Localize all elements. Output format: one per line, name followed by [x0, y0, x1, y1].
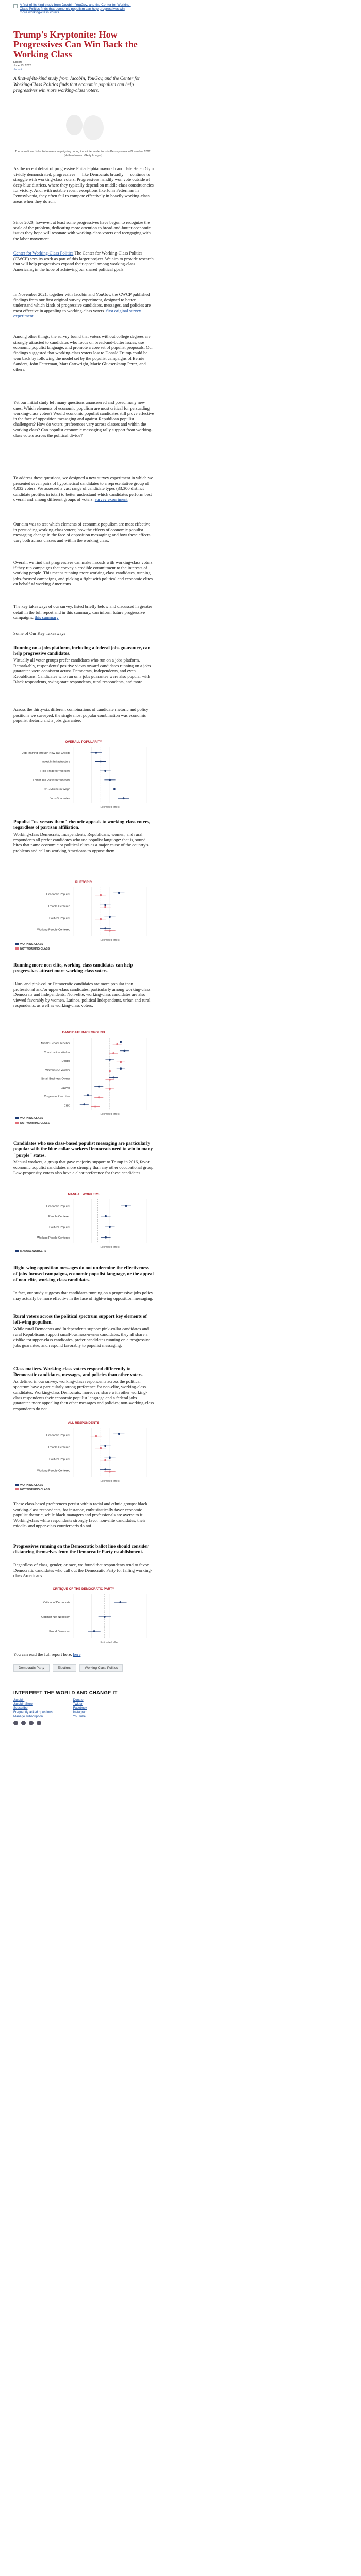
- paragraph: Virtually all voter groups prefer candidates who run on a jobs platform. Remarkably, respondents' positive views toward candidates running on a jobs guarantee were consistent across Democrats, Independents, and even Republicans. Candidates who run on a jobs guarantee were also popular with Black respondents, swing-state respondents, rural respondents, and more.: [13, 657, 151, 685]
- chart-category-label: Jobs Guarantee: [50, 797, 70, 801]
- paragraph: Our aim was to test which elements of economic populism are most effective in persuading working-class voters; how the effects of economic populist messaging change in the face of opposition messaging; and how these effects vary both across classes and within the working class.: [13, 521, 151, 543]
- chart-overall-popularity: [13, 738, 154, 810]
- newsletter-footer: [13, 1686, 158, 1725]
- chart-title: ALL RESPONDENTS: [68, 1421, 100, 1425]
- article-date: June 13, 2023: [13, 64, 31, 67]
- paragraph: Blue- and pink-collar Democratic candidates are more popular than professional and/or upper-class candidates, particularly among working-class Democrats and Independents. Non-elite, working-class candidates are also viewed favorably by women, Latinos, political Independents, urban and rural respondents, as well as working-class voters.: [13, 981, 151, 1008]
- paragraph-text: In November 2021, together with Jacobin and YouGov, the CWCP published findings from our first original survey experiment, designed to better understand which kinds of progressive candidates, messages, and policies are most effective in appealing to working-class voters.: [13, 292, 151, 313]
- chart-title: CANDIDATE BACKGROUND: [62, 1031, 105, 1035]
- chart-point: [120, 1067, 122, 1070]
- chart-x-label: Estimated effect: [100, 1641, 120, 1645]
- hero-caption: Then-candidate John Fetterman campaigning during the midterm elections in Pennsylvania in November 2022. (Nathan Howard/Getty Images): [14, 150, 152, 157]
- chart-point: [109, 1088, 111, 1090]
- chart-point: [104, 1616, 106, 1618]
- chart-legend-label: WORKING CLASS: [20, 1117, 43, 1120]
- article-meta: [13, 61, 31, 72]
- chart-category-label: Hold Trade for Workers: [40, 770, 70, 773]
- youtube-icon[interactable]: [37, 1721, 41, 1725]
- chart-point: [104, 1468, 106, 1470]
- footer-link[interactable]: Facebook: [73, 1706, 87, 1710]
- paragraph: [13, 475, 155, 502]
- paragraph: Working-class Democrats, Independents, Republicans, women, and rural respondents all prefer candidates who use populist language: that is, sound bites that name economic or political elites as a major cause of the country's problems and call on working Americans to oppose them.: [13, 832, 149, 853]
- paragraph: Regardless of class, gender, or race, we found that respondents tend to favor Democratic candidates who call out the Democratic Party for failing working-class Americans.: [13, 1562, 152, 1579]
- chart-x-label: Estimated effect: [100, 939, 120, 942]
- chart-svg: [13, 1028, 154, 1129]
- chart-point: [94, 1106, 96, 1108]
- section-heading: Populist "us-versus-them" rhetoric appeals to working-class voters, regardless of partisan affiliation.: [13, 819, 151, 831]
- article-lede: A first-of-its-kind study from Jacobin, YouGov, and the Center for Working-Class Politics finds that economic populism can help progressives win more working-class voters.: [13, 76, 140, 93]
- chart-point: [109, 1471, 111, 1473]
- facebook-icon[interactable]: [21, 1721, 26, 1725]
- chart-title: RHETORIC: [75, 880, 92, 884]
- chart-point: [100, 918, 102, 920]
- chart-category-label: Lawyer: [60, 1086, 70, 1090]
- footer-link[interactable]: Subscribe: [13, 1706, 28, 1710]
- chart-category-label: People Centered: [48, 905, 70, 908]
- article-title: Trump's Kryptonite: How Progressives Can Win Back the Working Class: [13, 29, 138, 59]
- chart-category-label: Small Business Owner: [41, 1077, 70, 1081]
- chart-title: CRITIQUE OF THE DEMOCRATIC PARTY: [53, 1587, 114, 1591]
- chart-point: [109, 1226, 111, 1228]
- chart-legend-label: NOT WORKING CLASS: [20, 947, 50, 951]
- section-heading: Running more non-elite, working-class candidates can help progressives attract more working-class voters.: [13, 962, 133, 974]
- paragraph-text: To address these questions, we designed a new survey experiment in which we presented seven pairs of hypothetical candidates to a representative group of 4,032 voters. We assessed a vast range of candidate types (33,300 distinct candidate profiles in total) to better understand which candidates perform best overall and among different groups of voters.: [13, 475, 153, 502]
- chart-category-label: Middle School Teacher: [41, 1042, 70, 1045]
- chart-category-label: People Centered: [48, 1446, 70, 1449]
- cwcp-link[interactable]: Center for Working-Class Politics: [13, 250, 74, 256]
- section-heading: Right-wing opposition messages do not undermine the effectiveness of jobs-focused campaigns, economic populist language, or the appeal of non-elite, working-class candidates.: [13, 1265, 154, 1282]
- hero-image: [13, 105, 153, 148]
- chart-legend-swatch: [15, 1117, 19, 1119]
- paragraph: As the recent defeat of progressive Philadelphia mayoral candidate Helen Gym vividly demonstrated, progressives — like Democrats broadly — continue to struggle with working-class voters. Progressives handily won vote outside of deep-blue districts, where they typically depend on middle-class constituencies for victory. And, with notable recent exceptions like John Fetterman in Pennsylvania, they often fail to compete effectively in heavily working-class areas when they do run.: [13, 166, 154, 204]
- chart-category-label: $15 Minimum Wage: [44, 788, 70, 791]
- chart-point: [116, 1043, 118, 1045]
- paragraph: These class-based preferences persist within racial and ethnic groups: black working-class respondents, for instance, enthusiastically favor economic populist rhetoric, while black managers and professionals are averse to it. Working-class white respondents strongly favor non-elite candidates; their middle- and upper-class counterparts do not.: [13, 1501, 147, 1529]
- chart-point: [113, 788, 116, 790]
- chart-point: [105, 1215, 107, 1217]
- chart-legend-swatch: [15, 1250, 19, 1252]
- tag-list: [13, 1664, 158, 1672]
- chart-category-label: Political Populist: [49, 1226, 70, 1229]
- twitter-icon[interactable]: [13, 1721, 18, 1725]
- chart-point: [104, 927, 106, 929]
- paragraph: Overall, we find that progressives can make inroads with working-class voters if they run campaigns that convey a credible commitment to the interests of working people. This means running more working-class candidates, running jobs-focused campaigns, and picking a fight with political and economic elites on behalf of working Americans.: [13, 560, 153, 587]
- paragraph: [13, 292, 155, 319]
- chart-point: [112, 1052, 114, 1054]
- chart-category-label: Invest in Infrastructure: [41, 760, 70, 764]
- chart-point: [98, 1086, 100, 1088]
- chart-legend-label: NOT WORKING CLASS: [20, 1122, 50, 1125]
- key-takeaways-label: Some of Our Key Takeaways: [13, 631, 65, 636]
- chart-point: [109, 1059, 111, 1061]
- paragraph: Across the thirty-six different combinations of candidate rhetoric and policy positions we surveyed, the single most popular combination was economic populist rhetoric and a jobs guarantee.: [13, 707, 149, 723]
- chart-legend-label: MANUAL WORKERS: [20, 1250, 46, 1253]
- chart-category-label: Doctor: [61, 1060, 70, 1063]
- paragraph: In fact, our study suggests that candidates running on a progressive jobs policy may actually be more effective in the face of right-wing opposition messaging.: [13, 1290, 153, 1301]
- instagram-icon[interactable]: [29, 1721, 34, 1725]
- chart-rhetoric: [13, 878, 154, 955]
- chart-svg: [13, 1419, 154, 1496]
- footer-col-right: [73, 1698, 88, 1719]
- chart-title: OVERALL POPULARITY: [65, 740, 102, 744]
- paragraph: Manual workers, a group that gave majority support to Trump in 2016, favor economic populist candidates more strongly than any other occupational group. Low-propensity voters also have a clear preference for these candidates.: [13, 1159, 155, 1176]
- header-link-text[interactable]: A first-of-its-kind study from Jacobin, YouGov, and the Center for Working-Class Politics finds that economic populism can help progressives win more working-class voters: [20, 3, 131, 15]
- chart-category-label: Economic Populist: [46, 1434, 70, 1437]
- chart-point: [109, 1456, 111, 1459]
- footer-link[interactable]: Jacobin: [13, 1698, 25, 1702]
- chart-point: [104, 906, 106, 908]
- section-heading: Class matters. Working-class voters respond differently to Democratic candidates, messages, and policies than other voters.: [13, 1366, 144, 1378]
- chart-category-label: Economic Populist: [46, 893, 70, 896]
- chart-x-label: Estimated effect: [100, 1246, 120, 1249]
- paragraph: Yet our initial study left many questions unanswered and posed many new ones. Which elements of economic populism are most critical for persuading working-class voters? Would economic populist candidates still prove effective in the face of opposition messaging and against Republican populist challengers? How do voters' preferences vary across classes and within the working class? Can populist economic messaging rally support from working-class voters across the political divide?: [13, 400, 154, 438]
- chart-svg: [13, 1585, 154, 1646]
- chart-manual-workers: [13, 1190, 154, 1257]
- chart-point: [118, 1433, 120, 1435]
- chart-x-label: Estimated effect: [100, 1113, 120, 1116]
- article-source[interactable]: Jacobin: [13, 68, 23, 71]
- footer-link[interactable]: Manage subscription: [13, 1715, 43, 1718]
- chart-legend-swatch: [15, 947, 19, 950]
- paragraph: Among other things, the survey found that voters without college degrees are strongly attracted to candidates who focus on bread-and-butter issues, use economic populist language, and promote a core set of populist proposals. Our findings suggested that working-class voters lost to Donald Trump could be won back by following the model set by the populist campaigns of Bernie Sanders, John Fetterman, Matt Cartwright, Marie Gluesenkamp Perez, and others.: [13, 334, 153, 372]
- paragraph-text: You can read the full report here.: [13, 1652, 72, 1657]
- survey-link[interactable]: first original survey experiment: [13, 308, 141, 319]
- section-heading: Progressives running on the Democratic ballot line should consider distancing themselves from the Democratic Party establishment.: [13, 1544, 149, 1555]
- chart-democratic-critique: [13, 1585, 154, 1646]
- chart-point: [100, 1447, 102, 1449]
- chart-category-label: People Centered: [48, 1215, 70, 1218]
- footer-link[interactable]: Twitter: [73, 1702, 83, 1706]
- chart-point: [95, 752, 97, 754]
- chart-point: [109, 1079, 111, 1081]
- survey-experiment-link[interactable]: survey experiment: [94, 497, 128, 502]
- footer-columns: [13, 1698, 158, 1719]
- chart-legend-swatch: [15, 943, 19, 945]
- chart-point: [100, 761, 102, 763]
- chart-svg: [13, 878, 154, 955]
- chart-candidate-background: [13, 1028, 154, 1129]
- chart-category-label: Proud Democrat: [49, 1630, 70, 1633]
- chart-category-label: Political Populist: [49, 1458, 70, 1461]
- chart-svg: [13, 738, 154, 810]
- chart-point: [104, 1459, 106, 1461]
- chart-category-label: Corporate Executive: [44, 1095, 70, 1099]
- chart-point: [104, 1445, 106, 1447]
- paragraph: Since 2020, however, at least some progressives have begun to recognize the scale of the problem, dedicating more attention to bread-and-butter economic issues they hope will resonate with working-class voters and reengaging with the labor movement.: [13, 219, 151, 241]
- paragraph: [13, 1652, 155, 1657]
- chart-legend-swatch: [15, 1488, 19, 1490]
- chart-point: [118, 892, 120, 894]
- summary-link[interactable]: this summary: [35, 615, 59, 620]
- chart-svg: [13, 1190, 154, 1257]
- chart-category-label: Working People Centered: [37, 1469, 70, 1473]
- tag-elections[interactable]: Elections: [53, 1664, 76, 1672]
- chart-point: [120, 1041, 122, 1043]
- chart-x-label: Estimated effect: [100, 1480, 120, 1483]
- chart-point: [95, 1435, 97, 1437]
- chart-point: [125, 1205, 127, 1207]
- hero-photo-illustration: [13, 105, 153, 148]
- chart-legend-label: WORKING CLASS: [20, 1484, 43, 1487]
- chart-point: [120, 1061, 122, 1063]
- chart-category-label: Lower Tax Rates for Workers: [33, 778, 70, 782]
- social-icons: [13, 1721, 158, 1725]
- section-heading: Rural voters across the political spectrum support key elements of left-wing populism.: [13, 1314, 147, 1325]
- chart-legend-label: NOT WORKING CLASS: [20, 1488, 50, 1492]
- chart-legend-label: WORKING CLASS: [20, 943, 43, 946]
- chart-category-label: CEO: [63, 1104, 70, 1108]
- chart-point: [100, 894, 102, 896]
- chart-category-label: Working People Centered: [37, 1236, 70, 1240]
- chart-point: [98, 1096, 100, 1098]
- chart-x-label: Estimated effect: [100, 806, 120, 809]
- chart-point: [109, 930, 111, 932]
- chart-category-label: Critical of Democrats: [43, 1601, 70, 1604]
- chart-point: [109, 779, 111, 781]
- chart-point: [119, 1601, 121, 1603]
- chart-point: [104, 770, 106, 772]
- footer-link[interactable]: Instagram: [73, 1710, 88, 1714]
- chart-legend-swatch: [15, 1122, 19, 1124]
- paragraph: [13, 604, 155, 620]
- chart-legend-swatch: [15, 1484, 19, 1486]
- chart-category-label: Job Training through New Tax Credits: [22, 751, 70, 755]
- footer-title: INTERPRET THE WORLD AND CHANGE IT: [13, 1690, 118, 1696]
- chart-point: [109, 1070, 111, 1072]
- image-thumbnail-icon: [13, 4, 18, 8]
- chart-all-respondents: [13, 1419, 154, 1496]
- chart-point: [93, 1630, 95, 1632]
- chart-point: [109, 916, 111, 918]
- article-byline: Editors: [13, 61, 23, 64]
- chart-point: [124, 1050, 126, 1052]
- footer-col-left: [13, 1698, 53, 1719]
- paragraph-text: The key takeaways of our survey, listed briefly below and discussed in greater detail in the full report and in this summary, can inform future progressive campaigns.: [13, 604, 152, 620]
- chart-category-label: Working People Centered: [37, 928, 70, 932]
- tag-democratic-party[interactable]: Democratic Party: [13, 1664, 50, 1672]
- chart-point: [104, 904, 106, 906]
- footer-link[interactable]: Jacobin Store: [13, 1702, 33, 1706]
- chart-category-label: Construction Worker: [44, 1050, 70, 1054]
- chart-category-label: Economic Populist: [46, 1205, 70, 1208]
- tag-working-class-politics[interactable]: Working Class Politics: [79, 1664, 123, 1672]
- paragraph-rest: The Center for Working-Class Politics (CWCP) sees its work as part of this larger project. We aim to provide research that will help progressives expand their appeal among working-class Americans, in the hope of achieving our shared political goals.: [13, 250, 154, 272]
- paragraph: As defined in our survey, working-class respondents across the political spectrum have a particularly strong preference for non-elite, working-class candidates. Working-class Democrats, moreover, share with other working-class respondents their economic populist language and a federal jobs guarantee more appealing than other messages and policies; non-working-class respondents do not.: [13, 1379, 154, 1411]
- chart-point: [87, 1094, 89, 1096]
- chart-point: [105, 1236, 107, 1239]
- section-heading: Candidates who use class-based populist messaging are particularly popular with the blue-collar workers Democrats need to win in many "purple" states.: [13, 1141, 153, 1158]
- footer-link[interactable]: Frequently asked questions: [13, 1710, 53, 1714]
- chart-category-label: Optimist Not Nepotism: [41, 1616, 70, 1619]
- header-link-block[interactable]: [13, 3, 132, 15]
- chart-category-label: Warehouse Worker: [45, 1069, 70, 1072]
- chart-category-label: Political Populist: [49, 917, 70, 920]
- section-heading: Running on a jobs platform, including a federal jobs guarantee, can help progressive candidates.: [13, 645, 151, 656]
- paragraph: [13, 250, 155, 272]
- chart-point: [83, 1103, 85, 1105]
- footer-link[interactable]: Donate: [73, 1698, 84, 1702]
- footer-link[interactable]: YouTube: [73, 1715, 86, 1718]
- full-report-link[interactable]: here: [73, 1652, 81, 1657]
- chart-point: [112, 1077, 114, 1079]
- chart-title: MANUAL WORKERS: [68, 1193, 100, 1196]
- chart-point: [123, 797, 125, 799]
- paragraph: While rural Democrats and Independents support pink-collar candidates and rural Republicans support small-business-owner candidates, they all share a dislike for upper-class candidates, prefer candidates running on a progressive jobs guarantee, and respond favorably to populist messaging.: [13, 1326, 151, 1348]
